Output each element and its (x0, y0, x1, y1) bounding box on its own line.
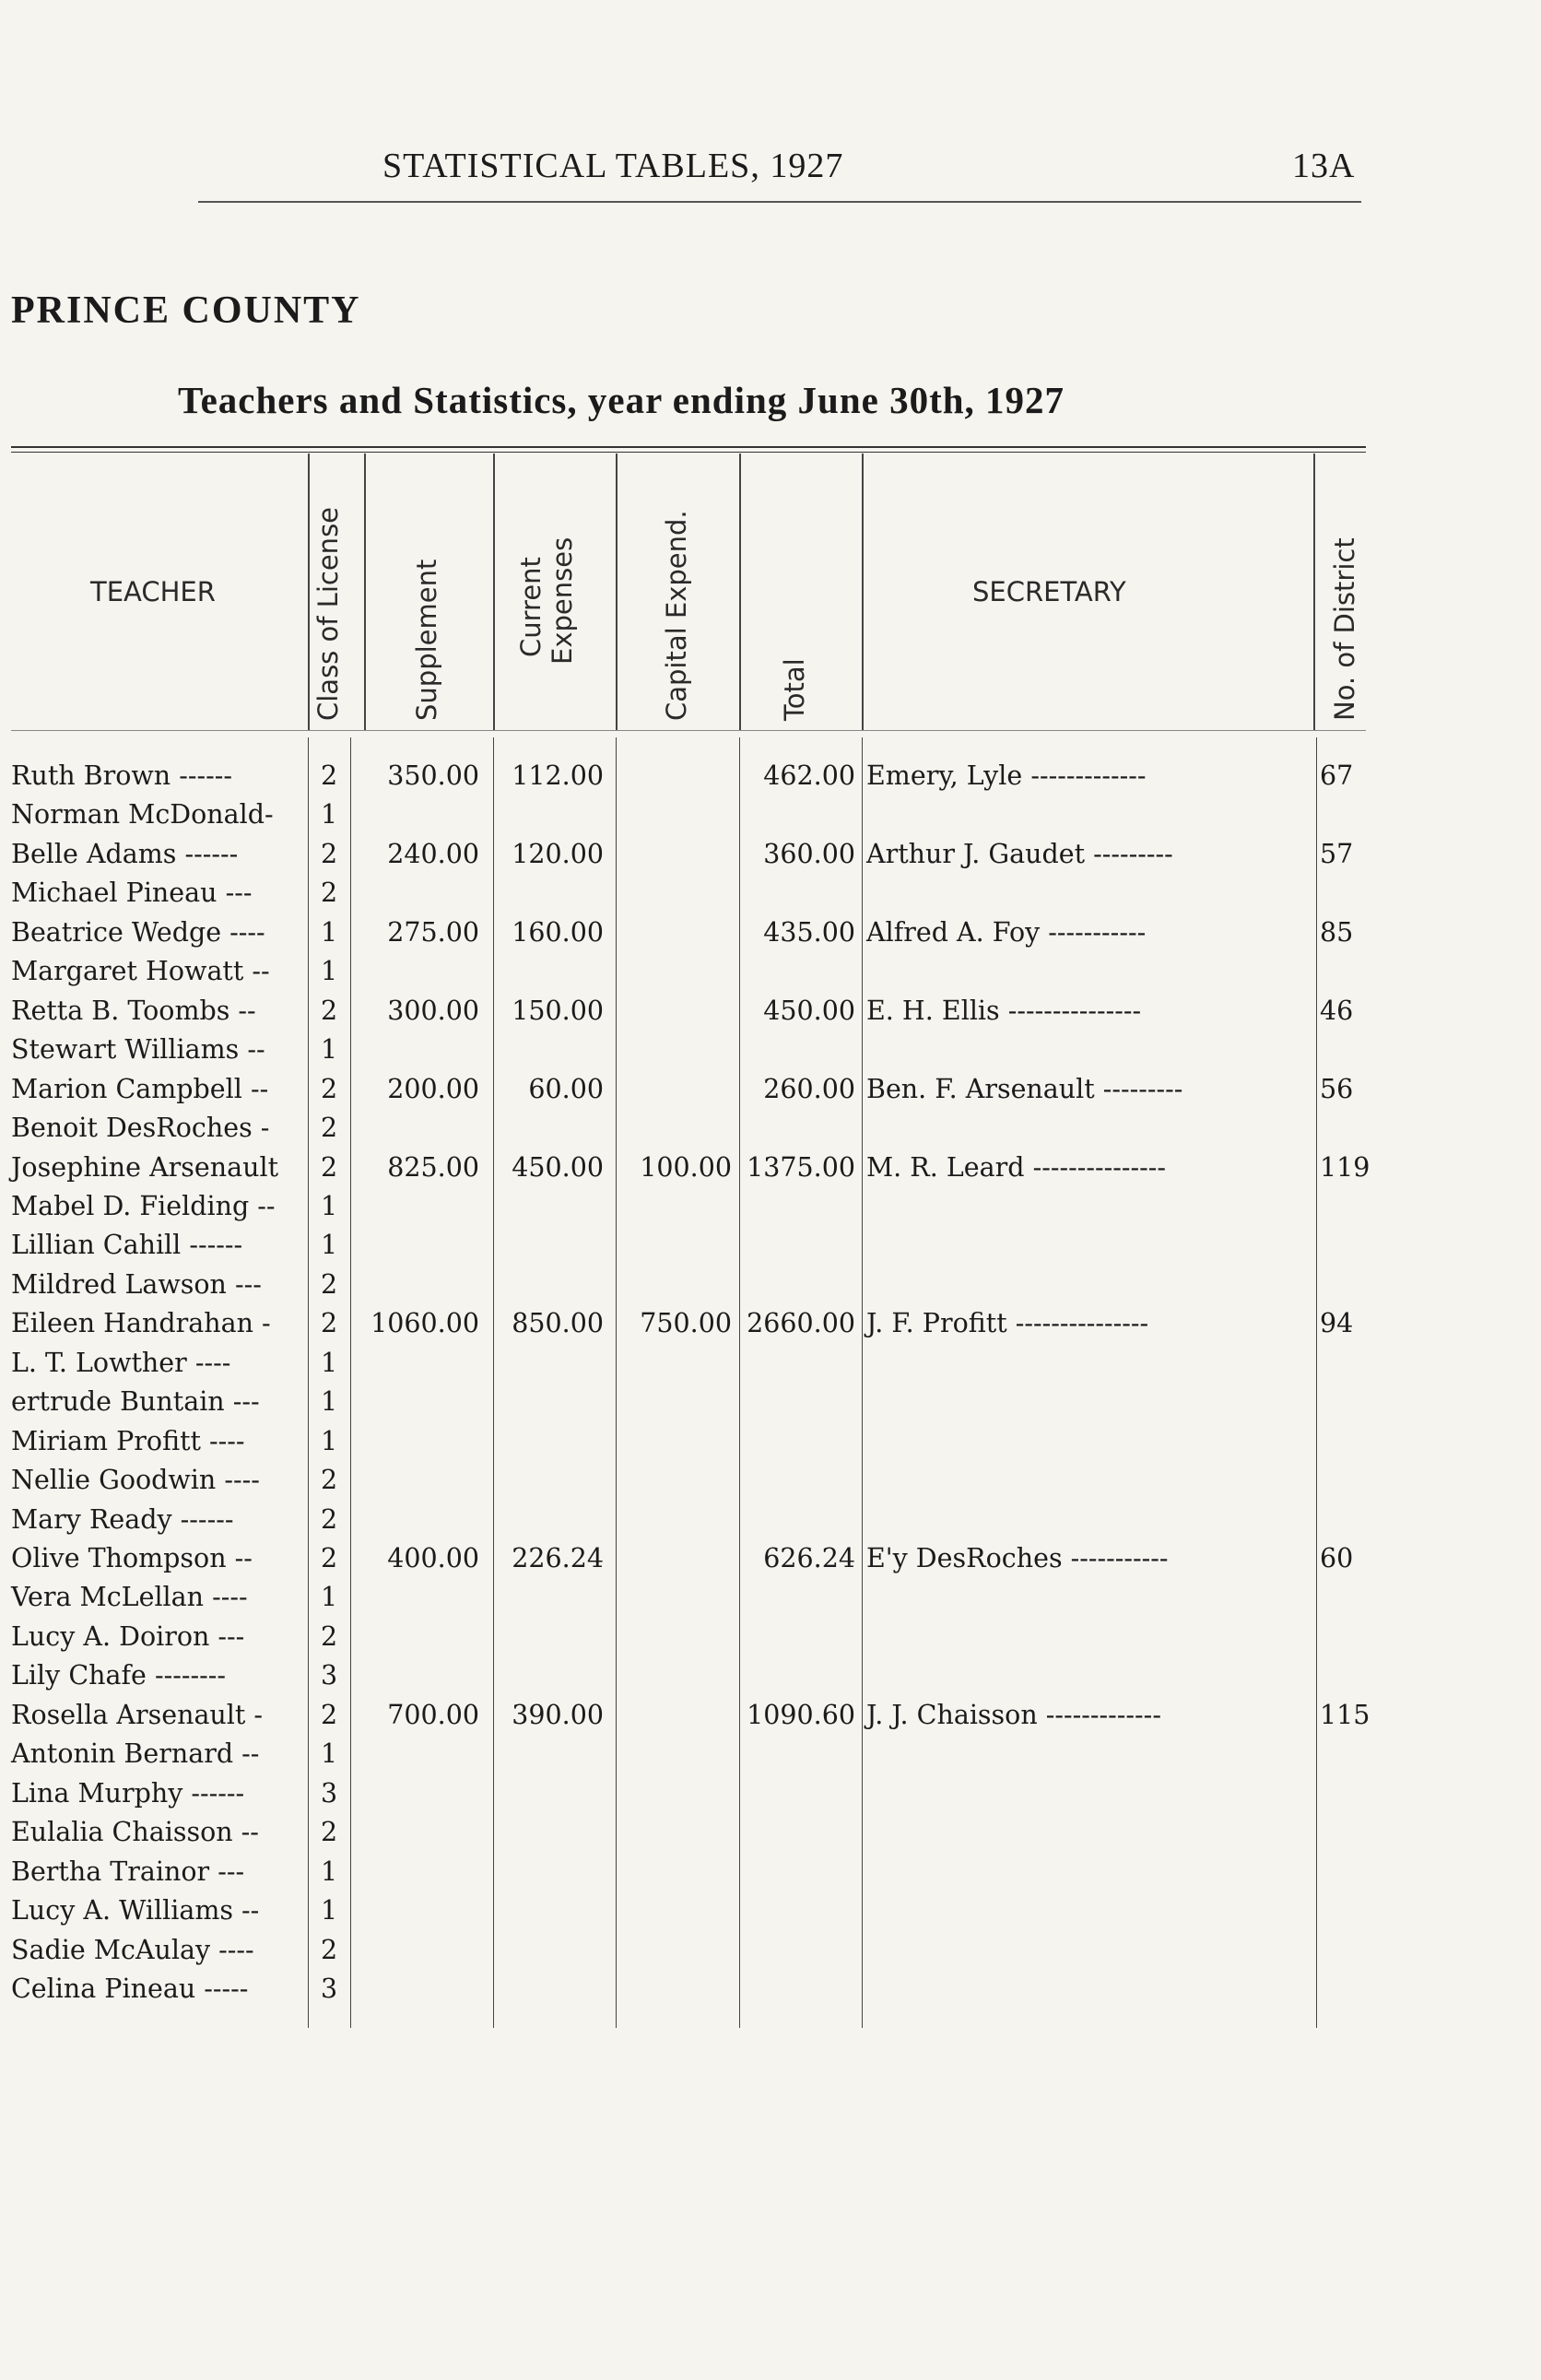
table-row (0, 1109, 1541, 1148)
total-value: 450.00 (763, 995, 855, 1026)
license-class: 2 (321, 1620, 338, 1652)
header-divider (616, 454, 618, 730)
teacher-name: Lily Chafe -------- (11, 1660, 226, 1691)
table-top-rule (11, 446, 1366, 448)
license-class: 1 (321, 799, 338, 831)
secretary-name: Ben. F. Arsenault --------- (866, 1073, 1183, 1104)
license-class: 3 (321, 1777, 338, 1809)
table-row (0, 1813, 1541, 1852)
table-row (0, 1970, 1541, 2009)
current-expenses-value: 850.00 (512, 1308, 604, 1339)
license-class: 3 (321, 1973, 338, 2004)
current-expenses-value: 160.00 (512, 916, 604, 948)
license-class: 1 (321, 916, 338, 948)
supplement-value: 200.00 (387, 1073, 479, 1104)
teacher-name: Belle Adams ------ (11, 838, 239, 869)
supplement-column-header: Supplement (411, 559, 442, 721)
license-class: 1 (321, 1386, 338, 1418)
license-class: 2 (321, 1503, 338, 1535)
current-expenses-value: 60.00 (528, 1073, 604, 1104)
total-column-header: Total (779, 658, 810, 721)
secretary-name: J. J. Chaisson ------------- (866, 1699, 1161, 1730)
secretary-name: Alfred A. Foy ----------- (866, 916, 1147, 948)
current-column-header-line1: Current (515, 557, 547, 657)
secretary-name: J. F. Profitt --------------- (866, 1308, 1149, 1339)
teacher-name: Mabel D. Fielding -- (11, 1190, 276, 1221)
teacher-name: Bertha Trainor --- (11, 1856, 245, 1887)
table-row (0, 1853, 1541, 1891)
license-class: 1 (321, 1347, 338, 1378)
license-class: 2 (321, 1543, 338, 1573)
header-divider (364, 454, 366, 730)
license-class: 2 (321, 1817, 338, 1848)
teacher-name: Celina Pineau ----- (11, 1973, 249, 2004)
total-value: 1090.60 (747, 1699, 855, 1730)
table-row (0, 1422, 1541, 1461)
supplement-value: 700.00 (387, 1699, 479, 1730)
page-number: 13A (1292, 147, 1356, 185)
table-row (0, 835, 1541, 874)
license-class: 2 (321, 1151, 338, 1183)
header-bottom-rule (11, 730, 1366, 731)
table-row (0, 1187, 1541, 1226)
header-divider (493, 454, 495, 730)
teacher-name: Lina Murphy ------ (11, 1777, 245, 1809)
license-class: 1 (321, 956, 338, 987)
table-subtitle: Teachers and Statistics, year ending June 30th, 1927 (178, 379, 1065, 421)
license-class: 2 (321, 760, 338, 791)
table-row (0, 1891, 1541, 1930)
table-row (0, 1735, 1541, 1773)
header-rule (198, 201, 1361, 203)
table-row (0, 1383, 1541, 1421)
table-row (0, 1226, 1541, 1265)
district-number: 67 (1320, 760, 1354, 791)
teacher-name: Miriam Profitt ---- (11, 1425, 245, 1456)
capital-expend-value: 100.00 (640, 1151, 732, 1183)
license-class: 1 (321, 1230, 338, 1261)
teacher-name: Ruth Brown ------ (11, 760, 232, 791)
district-number: 56 (1320, 1073, 1354, 1104)
teacher-name: L. T. Lowther ---- (11, 1347, 231, 1378)
header-divider (739, 454, 741, 730)
table-row (0, 1344, 1541, 1383)
license-class: 2 (321, 1113, 338, 1144)
total-value: 435.00 (763, 916, 855, 948)
teacher-name: Stewart Williams -- (11, 1034, 265, 1066)
license-class: 2 (321, 1308, 338, 1339)
license-class: 2 (321, 1934, 338, 1965)
header-divider (1313, 454, 1315, 730)
supplement-value: 240.00 (387, 838, 479, 869)
supplement-value: 350.00 (387, 760, 479, 791)
table-row (0, 1656, 1541, 1695)
running-title: STATISTICAL TABLES, 1927 (382, 147, 844, 185)
district-number: 46 (1320, 995, 1354, 1026)
table-row (0, 795, 1541, 834)
teacher-name: Eileen Handrahan - (11, 1308, 271, 1339)
district-number: 119 (1320, 1151, 1370, 1183)
current-expenses-value: 120.00 (512, 838, 604, 869)
teacher-name: Mary Ready ------ (11, 1503, 234, 1535)
table-row (0, 1578, 1541, 1617)
total-value: 626.24 (763, 1543, 855, 1573)
license-class: 2 (321, 1699, 338, 1730)
district-number: 60 (1320, 1543, 1354, 1573)
license-class: 1 (321, 1856, 338, 1887)
table-top-rule-2 (11, 452, 1366, 453)
teacher-name: Eulalia Chaisson -- (11, 1817, 259, 1848)
teacher-name: Sadie McAulay ---- (11, 1934, 254, 1965)
teacher-name: Michael Pineau --- (11, 878, 253, 909)
table-row (0, 952, 1541, 991)
table-row (0, 913, 1541, 952)
secretary-name: Emery, Lyle ------------- (866, 760, 1147, 791)
table-row (0, 1266, 1541, 1304)
table-row (0, 1070, 1541, 1109)
district-column-header: No. of District (1329, 537, 1360, 721)
table-row (0, 1461, 1541, 1500)
table-row (0, 1931, 1541, 1970)
license-class: 1 (321, 1738, 338, 1770)
teacher-name: Retta B. Toombs -- (11, 995, 256, 1026)
license-class: 1 (321, 1190, 338, 1221)
teacher-name: Mildred Lawson --- (11, 1268, 262, 1300)
header-divider (862, 454, 864, 730)
teacher-name: Rosella Arsenault - (11, 1699, 264, 1730)
table-row (0, 1304, 1541, 1343)
current-expenses-value: 226.24 (512, 1543, 604, 1573)
license-class: 1 (321, 1582, 338, 1613)
current-expenses-value: 112.00 (512, 760, 604, 791)
license-class: 2 (321, 995, 338, 1026)
teacher-name: Beatrice Wedge ---- (11, 916, 265, 948)
teacher-name: Olive Thompson -- (11, 1543, 253, 1573)
district-number: 94 (1320, 1308, 1354, 1339)
district-number: 57 (1320, 838, 1354, 869)
supplement-value: 1060.00 (371, 1308, 479, 1339)
supplement-value: 300.00 (387, 995, 479, 1026)
teacher-name: Lucy A. Doiron --- (11, 1620, 245, 1652)
license-class: 2 (321, 838, 338, 869)
teacher-name: Nellie Goodwin ---- (11, 1465, 260, 1496)
table-row (0, 1539, 1541, 1578)
table-row (0, 1501, 1541, 1539)
teacher-name: ertrude Buntain --- (11, 1386, 260, 1418)
district-number: 115 (1320, 1699, 1370, 1730)
supplement-value: 275.00 (387, 916, 479, 948)
teacher-name: Norman McDonald- (11, 799, 274, 831)
class-column-header: Class of License (312, 506, 344, 721)
current-expenses-value: 450.00 (512, 1151, 604, 1183)
teacher-name: Lucy A. Williams -- (11, 1895, 260, 1926)
teacher-name: Lillian Cahill ------ (11, 1230, 243, 1261)
teacher-name: Margaret Howatt -- (11, 956, 270, 987)
supplement-value: 825.00 (387, 1151, 479, 1183)
table-row (0, 992, 1541, 1031)
current-column-header-line2: Expenses (547, 536, 578, 665)
license-class: 1 (321, 1425, 338, 1456)
license-class: 2 (321, 878, 338, 909)
secretary-name: M. R. Leard --------------- (866, 1151, 1167, 1183)
current-expenses-value: 390.00 (512, 1699, 604, 1730)
teacher-name: Benoit DesRoches - (11, 1113, 270, 1144)
teacher-name: Josephine Arsenault (11, 1151, 279, 1183)
license-class: 2 (321, 1268, 338, 1300)
capital-expend-value: 750.00 (640, 1308, 732, 1339)
teacher-name: Marion Campbell -- (11, 1073, 269, 1104)
license-class: 3 (321, 1660, 338, 1691)
total-value: 1375.00 (747, 1151, 855, 1183)
total-value: 2660.00 (747, 1308, 855, 1339)
secretary-name: E. H. Ellis --------------- (866, 995, 1142, 1026)
table-row (0, 1149, 1541, 1187)
license-class: 2 (321, 1465, 338, 1496)
district-number: 85 (1320, 916, 1354, 948)
license-class: 2 (321, 1073, 338, 1104)
teacher-name: Vera McLellan ---- (11, 1582, 248, 1613)
supplement-value: 400.00 (387, 1543, 479, 1573)
teacher-name: Antonin Bernard -- (11, 1738, 260, 1770)
total-value: 462.00 (763, 760, 855, 791)
capital-column-header: Capital Expend. (661, 510, 692, 721)
table-row (0, 1031, 1541, 1069)
table-row (0, 1618, 1541, 1656)
table-row (0, 874, 1541, 913)
table-row (0, 1774, 1541, 1813)
total-value: 360.00 (763, 838, 855, 869)
secretary-name: Arthur J. Gaudet --------- (866, 838, 1173, 869)
secretary-column-header: SECRETARY (972, 576, 1126, 607)
license-class: 1 (321, 1895, 338, 1926)
teacher-column-header: TEACHER (90, 576, 216, 607)
current-expenses-value: 150.00 (512, 995, 604, 1026)
secretary-name: E'y DesRoches ----------- (866, 1543, 1169, 1573)
table-row (0, 757, 1541, 795)
county-heading: PRINCE COUNTY (11, 289, 361, 332)
total-value: 260.00 (763, 1073, 855, 1104)
header-divider (308, 454, 310, 730)
license-class: 1 (321, 1034, 338, 1066)
table-row (0, 1696, 1541, 1735)
